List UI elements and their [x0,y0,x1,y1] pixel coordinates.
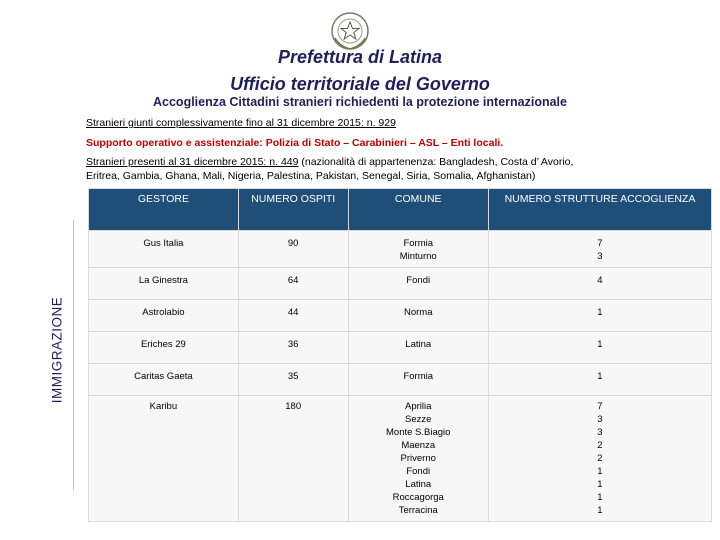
present-line [86,156,573,168]
cell-gestore: Karibu [89,396,239,522]
col-header-ospiti: NUMERO OSPITI [238,189,348,231]
cell-comune: Formia [348,364,488,396]
support-line: Supporto operativo e assistenziale: Polizia di Stato – Carabinieri – ASL – Enti locali. [86,137,504,149]
cell-ospiti: 35 [238,364,348,396]
page-title: Prefettura di Latina [277,47,443,67]
page-subtitle: Accoglienza Cittadini stranieri richiedenti la protezione internazionale [153,95,567,109]
cell-comune: Norma [348,300,488,332]
total-arrivals-line: Stranieri giunti complessivamente fino al 31 dicembre 2015: n. 929 [86,117,396,129]
table-row [89,268,712,300]
section-label: IMMIGRAZIONE [49,296,65,404]
reception-table [88,188,712,522]
cell-strutture: 4 [488,268,711,300]
col-header-comune: COMUNE [348,189,488,231]
table-body [89,231,712,522]
cell-comune: Aprilia Sezze Monte S.Biagio Maenza Priverno Fondi Latina Roccagorga Terracina [348,396,488,522]
cell-ospiti: 180 [238,396,348,522]
cell-gestore: Caritas Gaeta [89,364,239,396]
present-count-label: Stranieri presenti al 31 dicembre 2015: n. 449 [86,156,299,168]
cell-strutture: 1 [488,300,711,332]
table-row [89,396,712,522]
cell-gestore: La Ginestra [89,268,239,300]
cell-gestore: Astrolabio [89,300,239,332]
italian-emblem-icon [329,10,371,52]
table-row [89,300,712,332]
cell-comune: Fondi [348,268,488,300]
cell-ospiti: 44 [238,300,348,332]
table-row [89,332,712,364]
table-header-row [89,189,712,231]
cell-strutture: 7 3 [488,231,711,268]
section-sidebar [47,210,67,490]
col-header-gestore: GESTORE [89,189,239,231]
cell-ospiti: 64 [238,268,348,300]
table-row [89,364,712,396]
col-header-strutture: NUMERO STRUTTURE ACCOGLIENZA [488,189,711,231]
nationalities-start: (nazionalità di appartenenza: Bangladesh, Costa d’ Avorio, [301,156,574,168]
cell-ospiti: 90 [238,231,348,268]
sidebar-divider [73,220,74,490]
nationalities-line: Eritrea, Gambia, Ghana, Mali, Nigeria, Palestina, Pakistan, Senegal, Siria, Somalia, Afghanistan) [86,170,536,182]
cell-gestore: Gus Italia [89,231,239,268]
cell-strutture: 7 3 3 2 2 1 1 1 1 [488,396,711,522]
cell-strutture: 1 [488,364,711,396]
table-row [89,231,712,268]
cell-comune: Formia Minturno [348,231,488,268]
cell-strutture: 1 [488,332,711,364]
office-title: Ufficio territoriale del Governo [230,74,490,94]
cell-comune: Latina [348,332,488,364]
cell-ospiti: 36 [238,332,348,364]
cell-gestore: Eriches 29 [89,332,239,364]
